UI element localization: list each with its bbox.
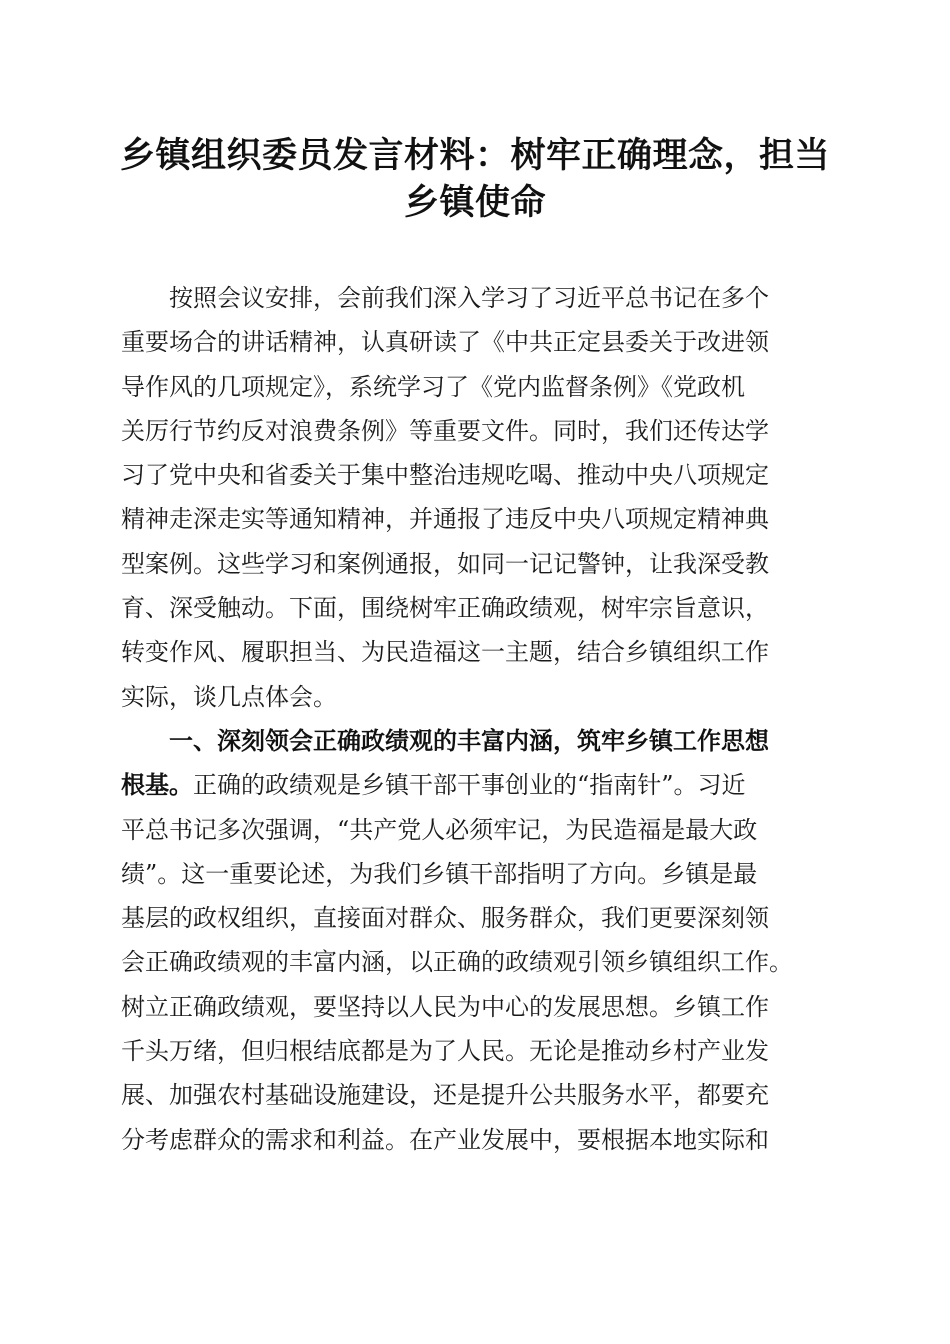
section-text: 正确的政绩观是乡镇干部干事创业的“指南针”。习近 — [193, 771, 746, 800]
text-line: 展、加强农村基础设施建设，还是提升公共服务水平，都要充 — [121, 1081, 769, 1110]
title-line: 乡镇组织委员发言材料：树牢正确理念，担当 — [119, 135, 830, 176]
text-line: 分考虑群众的需求和利益。在产业发展中，要根据本地实际和 — [121, 1125, 769, 1154]
section-heading-end: 根基。 — [121, 770, 193, 800]
text-line: 基层的政权组织，直接面对群众、服务群众，我们更要深刻领 — [121, 904, 769, 933]
text-line: 绩”。这一重要论述，为我们乡镇干部指明了方向。乡镇是最 — [121, 859, 758, 888]
text-line: 树立正确政绩观，要坚持以人民为中心的发展思想。乡镇工作 — [121, 992, 769, 1021]
text-line: 重要场合的讲话精神，认真研读了《中共正定县委关于改进领 — [121, 328, 769, 357]
document-title — [110, 132, 840, 226]
text-line: 实际，谈几点体会。 — [121, 682, 337, 711]
text-line: 型案例。这些学习和案例通报，如同一记记警钟，让我深受教 — [121, 549, 769, 578]
text-line: 平总书记多次强调，“共产党人必须牢记，为民造福是最大政 — [121, 815, 758, 844]
text-line: 导作风的几项规定》，系统学习了《党内监督条例》《党政机 — [121, 372, 745, 401]
text-line: 转变作风、履职担当、为民造福这一主题，结合乡镇组织工作 — [121, 638, 769, 667]
text-line: 精神走深走实等通知精神，并通报了违反中央八项规定精神典 — [121, 505, 769, 534]
document-body — [121, 276, 831, 1162]
text-line: 习了党中央和省委关于集中整治违规吃喝、推动中央八项规定 — [121, 461, 769, 490]
text-line — [121, 763, 831, 807]
title-line: 乡镇使命 — [403, 182, 546, 223]
text-line: 会正确政绩观的丰富内涵，以正确的政绩观引领乡镇组织工作。 — [121, 948, 793, 977]
text-line: 关厉行节约反对浪费条例》等重要文件。同时，我们还传达学 — [121, 416, 769, 445]
section-heading: 一、深刻领会正确政绩观的丰富内涵，筑牢乡镇工作思想 — [169, 725, 769, 755]
paragraph-intro — [121, 276, 831, 719]
text-line: 按照会议安排，会前我们深入学习了习近平总书记在多个 — [169, 284, 769, 312]
text-line: 育、深受触动。下面，围绕树牢正确政绩观，树牢宗旨意识， — [121, 594, 769, 623]
section-one — [121, 719, 831, 1162]
text-line: 千头万绪，但归根结底都是为了人民。无论是推动乡村产业发 — [121, 1037, 769, 1066]
